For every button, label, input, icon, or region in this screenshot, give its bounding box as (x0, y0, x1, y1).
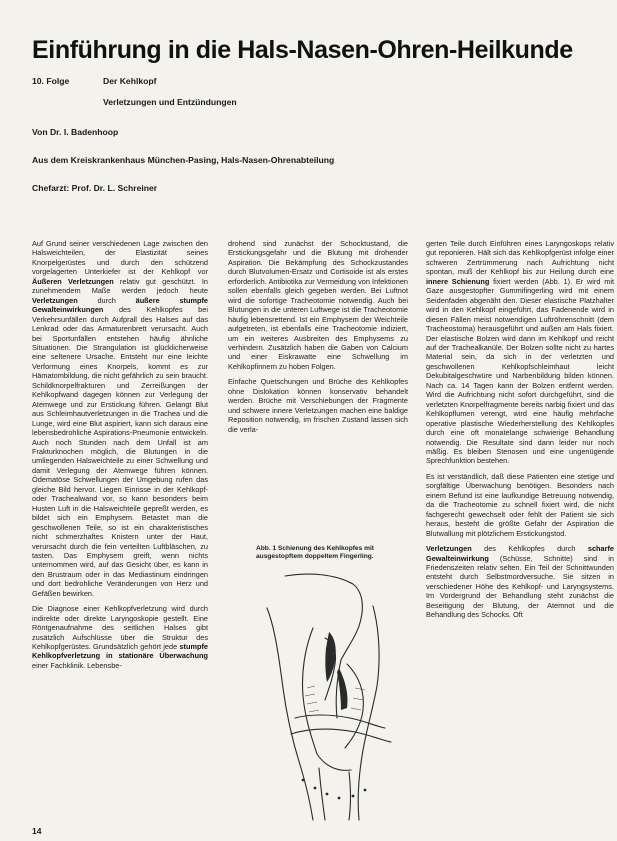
paragraph: Es ist verständlich, daß diese Patienten eine stetige und sorgfältige Überwachung benötigen. Besonders nach einem Befund ist eine laufkundige Betreuung notwendig, da die Tracheotomie zu schnell fixiert wird, die nicht fachgerecht gewechselt oder fehlt der Patient sie sich heraus, besteht die größte Gefahr der Aspiration die Blutwallung mit plötzlichem Erstickungstod. (426, 471, 614, 538)
paragraph: drohend sind zunächst der Schocktustand, die Erstickungsgefahr und die Blutung mit drohender Aspiration. Die Bekämpfung des Schockzustandes durch Blutvolumen-Ersatz und Cortisoide ist als erstes erforderlich. Antibiotika zur Vermeidung von Infektionen sollen ebenfalls gleich gegeben werden. Bei Luftnot wird die sofortige Tracheotomie notwendig. Auch bei Blutungen in die unteren Luftwege ist die Tracheotomie häufig lebensrettend. Ist ein Emphysem der Weichteile aufgetreten, ist ebenfalls eine Tracheotomie indiziert, um ein weiteres Ausbreiten des Emphysems zu verhindern. Zusätzlich haben die Gaben von Calcium und einer Eiskrawatte eine Schwellung im Kehlkopfinnern zu hoben Folgen. (228, 239, 408, 371)
series-number: 10. Folge (32, 76, 70, 86)
paragraph: Die Diagnose einer Kehlkopfverletzung wird durch indirekte oder direkte Laryngoskopie gestellt. Eine Röntgenaufnahme des seitlichen Halses gibt zusätzlich Aufschlüsse über die Struktur des Kehlkopfgerüstes. Grundsätzlich gehört jede stumpfe Kehlkopfverletzung in stationäre Überwachung einer Fachklinik. Lebensbe- (32, 604, 208, 670)
institution-line: Aus dem Kreiskrankenhaus München-Pasing, Hals-Nasen-Ohrenabteilung (32, 155, 335, 165)
larynx-splint-illustration (255, 568, 417, 823)
column-3 (426, 239, 614, 831)
paragraph: gerten Teile durch Einführen eines Laryngoskops relativ gut reponieren. Hält sich das Kehlkopfgerüst infolge einer schweren Zertrümmerung nach Aufrichtung nicht spontan, muß der Kehlkopf bis zur Heilung durch eine innere Schienung fixiert werden (Abb. 1). Er wird mit Gaze ausgestopfter Gummifingerling wird mit einem Seidenfaden abgenäht den. Dieser elastische Platzhalter wird in den Kehlkopf eingeführt, das Fadenende wird in diesen Fällen meist notwendigen Luftröhrenschnitt (dem Tracheostoma) herausgeführt und außen am Hals fixiert. Der elastische Bolzen wird dann im Kehlkopf und reicht auf der Trachealkanüle. Der Bolzen sollte nicht zu hartes Material sein, da sich in der verletzten und geschwollenen Kehlkopfschleimhaut leicht Dekubitalgeschwüre und Narbenbildung bilden können. Nach ca. 14 Tagen kann der Bolzen entfernt werden. Wird die Aufrichtung nicht sofort durchgeführt, sind die verletzten Knorpelfragmente bereits narbig fixiert und das Kehlkopflumen verengt, wird eine häufig mehrfache operative plastische Wiederherstellung des Kehlkopfes durch eine oft monatelange schwierige Behandlung notwendig. Die Resultate sind dann leider nur noch mäßig. Es bleiben Stenosen und eine ungenügende Sprechfunktion bestehen. (426, 239, 614, 466)
column-1 (32, 239, 208, 817)
author-line: Von Dr. I. Badenhoop (32, 127, 119, 137)
article-title: Einführung in die Hals-Nasen-Ohren-Heilkunde (32, 36, 573, 64)
paragraph: Verletzungen des Kehlkopfes durch scharfe Gewalteinwirkung (Schüsse, Schnitte) sind in Friedenszeiten relativ selten. Ein Teil der Schnittwunden entsteht durch Selbstmordversuche. Sie sitzen in verschiedener Höhe des Kehlkopf- und Laryngsystems. Im Vordergrund der Behandlung steht zunächst die Beseitigung der Blutung, der Atemnot und die Behandlung des Schocks. Oft (426, 544, 614, 620)
column-2 (228, 239, 408, 539)
paragraph: Auf Grund seiner verschiedenen Lage zwischen den Halsweichteilen, der Elastizität seines Knorpelgerüstes und durch den schützend vorgelagerten Unterkiefer ist der Kehlkopf vor Äußeren Verletzungen relativ gut geschützt. In zunehmendem Maße werden jedoch heute Verletzungen durch äußere stumpfe Gewalteinwirkungen des Kehlkopfes bei Verkehrsunfällen durch Aufprall des Halses auf das Lenkrad oder das Armaturenbrett verursacht. Auch bei Sportunfällen entstehen häufig ähnliche Situationen. Die Strangulation ist glücklicherweise eine seltenere Ursache. Entsteht nur eine leichte Verformung eines Knorpels, kommt es zur Hämatombildung, die nicht gefährlich zu sein braucht. Schildknorpelfrakturen und Zerreißungen der Kehlkopfwand dagegen können zur Verlegung der Atemwege und zur Erstickung führen. Gelangt Blut aus Schleimhautverletzungen in die Trachea und die Lunge, wird eine Blut aspiriert, kann sich daraus eine lebensbedrohliche Aspirations-Pneumonie entwickeln. Auch noch Stunden nach dem Unfall ist am Frakturknochen möglich, die Blutungen in die umliegenden Halsweichteile zu einer Schwellung und damit Verlegung der Atemwege führen können. Ödematöse Schwellungen der Umgebung rufen das gleiche Bild hervor. Liegen Einrisse in der Kehlkopf- oder Trachealwand vor, so kann besonders beim Husten Luft in die Halsweichteile gepreßt werden, es bildet sich ein Emphysem. Betastet man die geschwollenen Teile, so ist ein charakteristisches nicht schmerzhaftes Knistern unter der Haut, verursacht durch die fein verteilten Luftbläschen, zu tasten. Das Emphysem greift, wenn nichts unternommen wird, auf das Gesicht über, es kann in den Brustraum oder in das Mediastinum eindringen und dort bedrohliche Veränderungen von Herz und Gefäßen bewirken. (32, 239, 208, 598)
page-number: 14 (32, 826, 42, 836)
paragraph: Einfache Quetschungen und Brüche des Kehlkopfes ohne Dislokation können konservativ behandelt werden. Brüche mit Verschiebungen der Fragmente und schwere innere Verletzungen machen eine baldige Reposition notwendig, im frischen Zustand lassen sich die verla- (228, 377, 408, 434)
series-subtopic: Verletzungen und Entzündungen (103, 97, 237, 107)
figure-caption: Abb. 1 Schienung des Kehlkopfes mit ausgestopftem doppeltem Fingerling. (256, 545, 374, 560)
chief-physician-line: Chefarzt: Prof. Dr. L. Schreiner (32, 183, 158, 193)
series-topic: Der Kehlkopf (103, 76, 157, 86)
